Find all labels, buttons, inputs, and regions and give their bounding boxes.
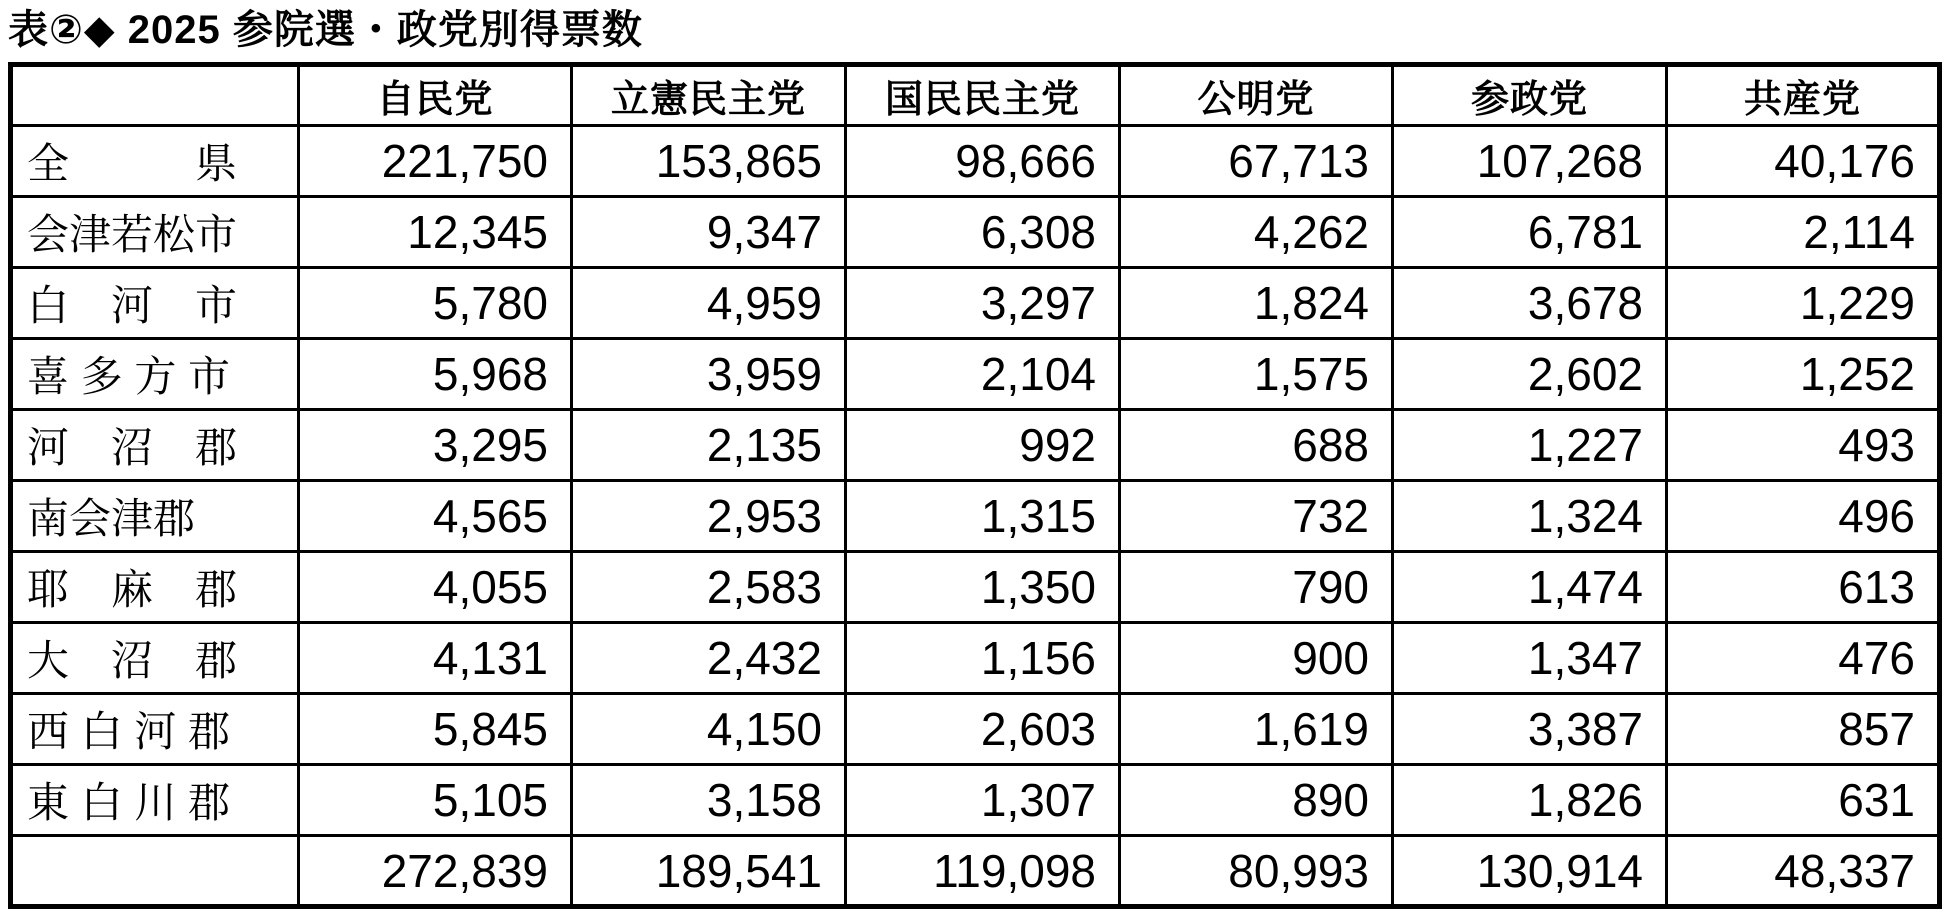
vote-count: 1,227 [1393, 410, 1667, 481]
vote-count: 119,098 [846, 836, 1120, 907]
region-label: 南会津郡 [11, 481, 299, 552]
vote-count: 4,150 [572, 694, 846, 765]
vote-count: 1,824 [1120, 268, 1393, 339]
region-label: 白 河 市 [11, 268, 299, 339]
table-row [11, 623, 1940, 694]
region-label: 西 白 河 郡 [11, 694, 299, 765]
vote-count: 2,135 [572, 410, 846, 481]
vote-count: 1,619 [1120, 694, 1393, 765]
vote-count: 900 [1120, 623, 1393, 694]
region-label [11, 836, 299, 907]
vote-count: 2,602 [1393, 339, 1667, 410]
vote-count: 130,914 [1393, 836, 1667, 907]
party-column-header: 共産党 [1667, 65, 1940, 126]
vote-count: 2,114 [1667, 197, 1940, 268]
vote-count: 9,347 [572, 197, 846, 268]
table-row [11, 481, 1940, 552]
vote-count: 5,105 [299, 765, 572, 836]
vote-count: 476 [1667, 623, 1940, 694]
vote-count: 1,229 [1667, 268, 1940, 339]
vote-count: 1,575 [1120, 339, 1393, 410]
vote-count: 5,780 [299, 268, 572, 339]
vote-count: 153,865 [572, 126, 846, 197]
vote-count: 272,839 [299, 836, 572, 907]
table-row [11, 268, 1940, 339]
vote-count: 2,583 [572, 552, 846, 623]
vote-count: 1,156 [846, 623, 1120, 694]
region-label: 東 白 川 郡 [11, 765, 299, 836]
region-label: 会津若松市 [11, 197, 299, 268]
vote-count: 3,158 [572, 765, 846, 836]
party-column-header: 国民民主党 [846, 65, 1120, 126]
vote-count: 6,308 [846, 197, 1120, 268]
vote-count: 613 [1667, 552, 1940, 623]
vote-count: 80,993 [1120, 836, 1393, 907]
table-row [11, 197, 1940, 268]
vote-count: 3,295 [299, 410, 572, 481]
vote-count: 189,541 [572, 836, 846, 907]
region-label: 耶 麻 郡 [11, 552, 299, 623]
vote-count: 2,603 [846, 694, 1120, 765]
table-caption: 表②◆ 2025 参院選・政党別得票数 [8, 8, 643, 52]
vote-count: 1,347 [1393, 623, 1667, 694]
table-row [11, 339, 1940, 410]
vote-count: 857 [1667, 694, 1940, 765]
party-column-header: 立憲民主党 [572, 65, 846, 126]
vote-count: 1,252 [1667, 339, 1940, 410]
vote-count: 221,750 [299, 126, 572, 197]
vote-count: 6,781 [1393, 197, 1667, 268]
vote-count: 107,268 [1393, 126, 1667, 197]
vote-count: 3,387 [1393, 694, 1667, 765]
party-column-header: 参政党 [1393, 65, 1667, 126]
region-label: 河 沼 郡 [11, 410, 299, 481]
region-label: 大 沼 郡 [11, 623, 299, 694]
table-row [11, 552, 1940, 623]
table-row [11, 765, 1940, 836]
vote-count: 496 [1667, 481, 1940, 552]
vote-count: 98,666 [846, 126, 1120, 197]
vote-count: 4,262 [1120, 197, 1393, 268]
vote-count: 790 [1120, 552, 1393, 623]
vote-count: 3,959 [572, 339, 846, 410]
vote-count: 688 [1120, 410, 1393, 481]
vote-count: 1,307 [846, 765, 1120, 836]
table-body [11, 126, 1940, 907]
vote-count: 1,826 [1393, 765, 1667, 836]
table-row [11, 694, 1940, 765]
vote-count: 732 [1120, 481, 1393, 552]
corner-header-cell [11, 65, 299, 126]
vote-count: 4,959 [572, 268, 846, 339]
vote-table [8, 62, 1942, 909]
vote-count: 3,678 [1393, 268, 1667, 339]
party-column-header: 自民党 [299, 65, 572, 126]
vote-count: 4,565 [299, 481, 572, 552]
region-label: 全 県 [11, 126, 299, 197]
vote-count: 12,345 [299, 197, 572, 268]
vote-count: 3,297 [846, 268, 1120, 339]
table-row [11, 126, 1940, 197]
vote-count: 1,350 [846, 552, 1120, 623]
table-row [11, 410, 1940, 481]
region-label: 喜 多 方 市 [11, 339, 299, 410]
vote-count: 48,337 [1667, 836, 1940, 907]
vote-count: 890 [1120, 765, 1393, 836]
vote-count: 2,953 [572, 481, 846, 552]
vote-count: 631 [1667, 765, 1940, 836]
vote-count: 992 [846, 410, 1120, 481]
header-row [11, 65, 1940, 126]
vote-count: 2,432 [572, 623, 846, 694]
vote-count: 1,474 [1393, 552, 1667, 623]
vote-count: 493 [1667, 410, 1940, 481]
vote-count: 5,845 [299, 694, 572, 765]
vote-count: 2,104 [846, 339, 1120, 410]
table-row [11, 836, 1940, 907]
vote-count: 1,324 [1393, 481, 1667, 552]
vote-count: 1,315 [846, 481, 1120, 552]
party-column-header: 公明党 [1120, 65, 1393, 126]
vote-count: 5,968 [299, 339, 572, 410]
vote-count: 40,176 [1667, 126, 1940, 197]
vote-count: 4,055 [299, 552, 572, 623]
vote-count: 67,713 [1120, 126, 1393, 197]
vote-count: 4,131 [299, 623, 572, 694]
